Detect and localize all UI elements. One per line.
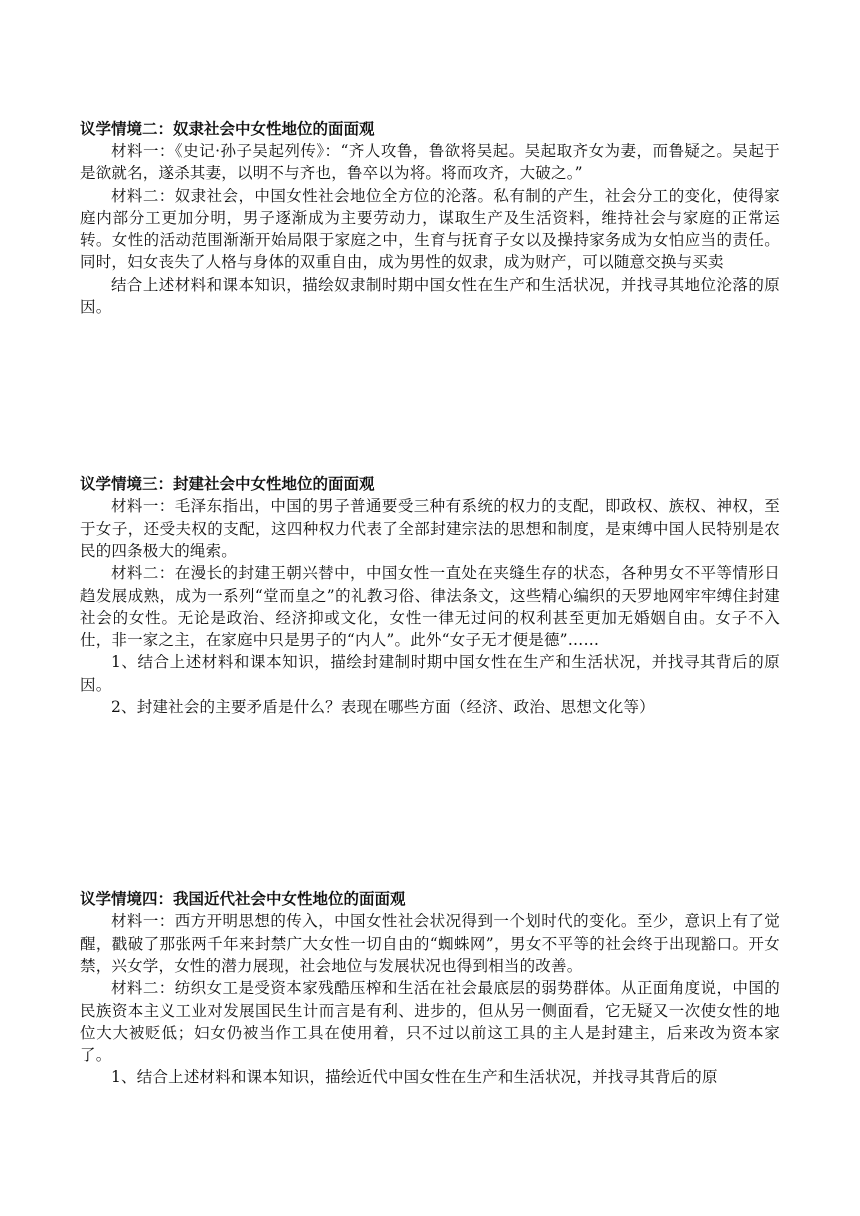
section-title: 议学情境四：我国近代社会中女性地位的面面观 — [80, 890, 406, 909]
section-modern-society — [80, 888, 780, 1088]
document-page — [80, 118, 780, 1089]
section-title: 议学情境二：奴隶社会中女性地位的面面观 — [80, 120, 375, 138]
material-paragraph: 材料一：《史记·孙子吴起列传》：“齐人攻鲁，鲁欲将吴起。吴起取齐女为妻，而鲁疑之。吴起于是欲就名，遂杀其妻，以明不与齐也，鲁卒以为将。将而攻齐，大破之。” — [80, 142, 780, 183]
material-paragraph: 材料二：在漫长的封建王朝兴替中，中国女性一直处在夹缝生存的状态，各种男女不平等情形日趋发展成熟，成为一系列“堂而皇之”的礼教习俗、律法条文，这些精心编织的天罗地网牢牢缚住封建社会的女性。无论是政治、经济抑或文化，女性一律无过问的权利甚至更加无婚姻自由。女子不入仕，非一家之主，在家庭中只是男子的“内人”。此外“女子无才便是德”…… — [80, 564, 780, 650]
question-paragraph: 1、结合上述材料和课本知识，描绘近代中国女性在生产和生活状况，并找寻其背后的原 — [111, 1068, 718, 1087]
question-paragraph: 1、结合上述材料和课本知识，描绘封建制时期中国女性在生产和生活状况，并找寻其背后的原因。 — [80, 653, 780, 694]
material-paragraph: 材料二：奴隶社会，中国女性社会地位全方位的沦落。私有制的产生，社会分工的变化，使得家庭内部分工更加分明，男子逐渐成为主要劳动力，谋取生产及生活资料，维持社会与家庭的正常运转。女性的活动范围渐渐开始局限于家庭之中，生育与抚育子女以及操持家务成为女怕应当的责任。同时，妇女丧失了人格与身体的双重自由，成为男性的奴隶，成为财产，可以随意交换与买卖 — [80, 186, 780, 272]
section-feudal-society — [80, 473, 780, 718]
section-slave-society — [80, 118, 780, 318]
question-paragraph: 2、封建社会的主要矛盾是什么？表现在哪些方面（经济、政治、思想文化等） — [111, 698, 655, 717]
question-paragraph: 结合上述材料和课本知识，描绘奴隶制时期中国女性在生产和生活状况，并找寻其地位沦落的原因。 — [80, 275, 780, 317]
material-paragraph: 材料一：西方开明思想的传入，中国女性社会状况得到一个划时代的变化。至少，意识上有了觉醒，戳破了那张两千年来封禁广大女性一切自由的“蜘蛛网”，男女不平等的社会终于出现豁口。开女禁，兴女学，女性的潜力展现，社会地位与发展状况也得到相当的改善。 — [80, 912, 780, 975]
section-title: 议学情境三：封建社会中女性地位的面面观 — [80, 475, 375, 494]
material-paragraph: 材料一：毛泽东指出，中国的男子普通要受三种有系统的权力的支配，即政权、族权、神权，至于女子，还受夫权的支配，这四种权力代表了全部封建宗法的思想和制度，是束缚中国人民特别是农民的四条极大的绳索。 — [80, 497, 780, 560]
material-paragraph: 材料二：纺织女工是受资本家残酷压榨和生活在社会最底层的弱势群体。从正面角度说，中国的民族资本主义工业对发展国民生计而言是有利、进步的，但从另一侧面看，它无疑又一次使女性的地位大大被贬低；妇女仍被当作工具在使用着，只不过以前这工具的主人是封建主，后来改为资本家了。 — [80, 979, 780, 1065]
